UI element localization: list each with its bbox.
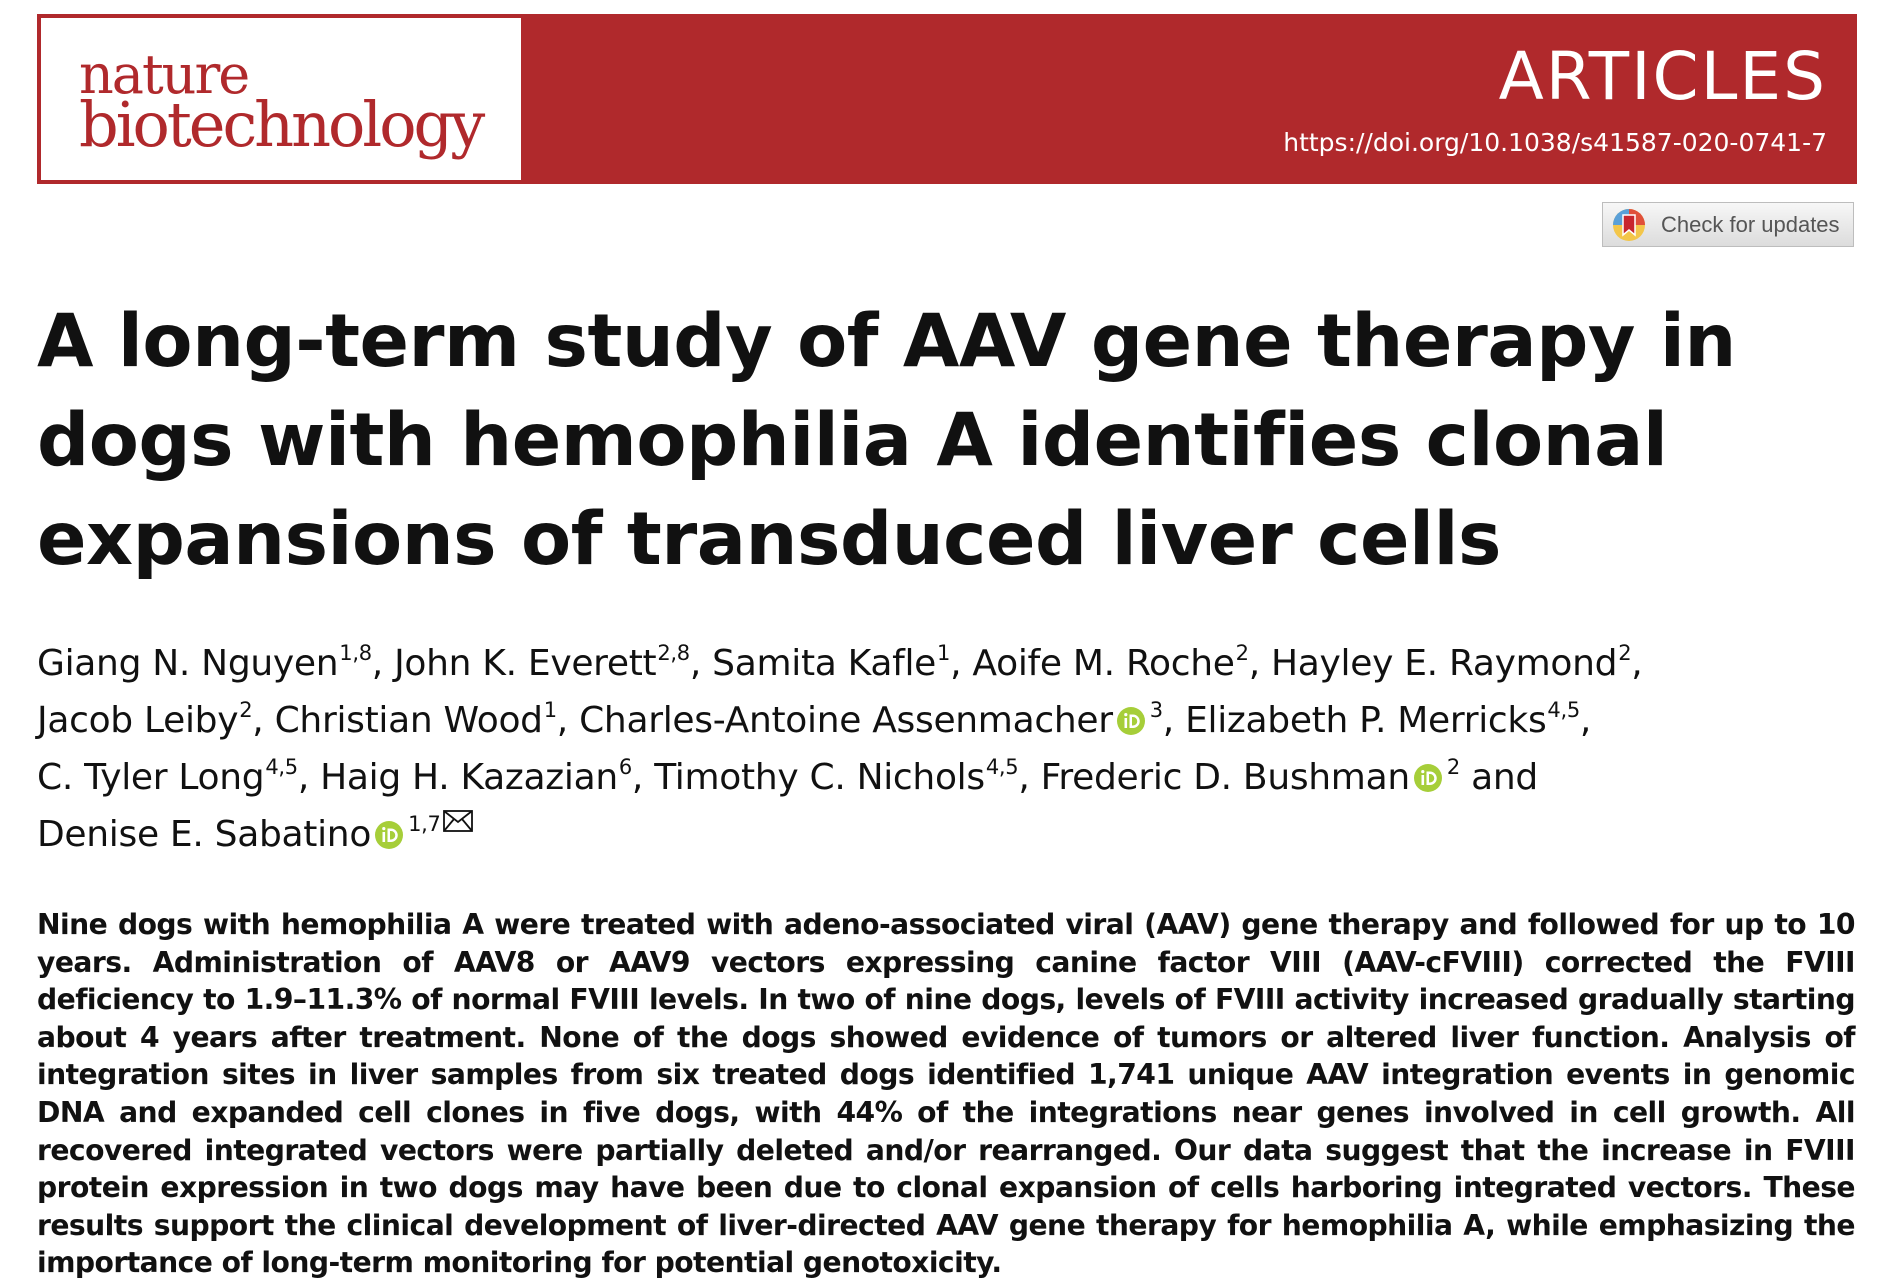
author-affiliation: 2 [239, 698, 253, 722]
journal-logo-biotechnology: biotechnology [79, 88, 483, 161]
journal-logo-nature: nature [79, 43, 249, 106]
section-label: ARTICLES [1498, 38, 1827, 115]
author-affiliation: 1,8 [339, 641, 372, 665]
author-name[interactable]: Elizabeth P. Merricks$^{4,5}$ [1185, 698, 1580, 741]
journal-logo[interactable] [39, 16, 523, 182]
author-name[interactable]: Aoife M. Roche$^2$ [972, 641, 1249, 684]
check-for-updates-icon [1611, 207, 1647, 243]
author-affiliation: 2 [1235, 641, 1249, 665]
article-title: A long-term study of AAV gene therapy in dogs with hemophilia A identifies clonal expansions of transduced liver cells [37, 299, 1736, 582]
check-for-updates-button[interactable] [1602, 202, 1854, 247]
envelope-icon[interactable] [443, 810, 473, 832]
author-affiliation: 3 [1149, 698, 1163, 722]
author-name[interactable]: Jacob Leiby$^2$ [37, 698, 253, 741]
author-affiliation: 6 [618, 755, 632, 779]
orcid-icon[interactable] [375, 821, 403, 849]
journal-header-banner [37, 14, 1857, 184]
author-affiliation: 1 [543, 698, 557, 722]
check-for-updates-label: Check for updates [1661, 211, 1840, 237]
author-name[interactable]: Hayley E. Raymond$^2$ [1270, 641, 1632, 684]
abstract: Nine dogs with hemophilia A were treated with adeno-associated viral (AAV) gene therapy and followed for up to 10 years. Administration of AAV8 or AAV9 vectors expressing canine factor VIII (AAV-cFVIII) corrected the FVIII deficiency to 1.9–11.3% of normal FVIII levels. In two of nine dogs, levels of FVIII activity increased gradually starting about 4 years after treatment. None of the dogs showed evidence of tumors or altered liver function. Analysis of integration sites in liver samples from six treated dogs identified 1,741 unique AAV integration events in genomic DNA and expanded cell clones in five dogs, with 44% of the integrations near genes involved in cell growth. All recovered integrated vectors were partially deleted and/or rearranged. Our data suggest that the increase in FVIII protein expression in two dogs may have been due to clonal expansion of cells harboring integrated vectors. These results support the clinical development of liver-directed AAV gene therapy for hemophilia A, while emphasizing the importance of long-term monitoring for potential genotoxicity. [37, 908, 1855, 1280]
author-name[interactable]: Charles-Antoine Assenmacher $^3$ [579, 698, 1163, 741]
orcid-icon[interactable] [1414, 764, 1442, 792]
author-affiliation: 2,8 [657, 641, 690, 665]
author-name[interactable]: John K. Everett$^{2,8}$ [394, 641, 690, 684]
author-conjunction: and [1471, 757, 1538, 798]
author-name[interactable]: Frederic D. Bushman $^2$ [1040, 755, 1460, 798]
author-name[interactable]: Samita Kafle$^1$ [712, 641, 951, 684]
doi-link[interactable]: https://doi.org/10.1038/s41587-020-0741-7 [1283, 128, 1827, 157]
author-name[interactable]: Giang N. Nguyen$^{1,8}$ [37, 641, 372, 684]
author-name[interactable]: Denise E. Sabatino $^{1,7}$ [37, 814, 473, 855]
author-name[interactable]: C. Tyler Long$^{4,5}$ [37, 755, 298, 798]
author-affiliation: 2 [1446, 755, 1460, 779]
author-affiliation: 1,7 [408, 812, 441, 836]
author-affiliation: 4,5 [265, 755, 298, 779]
author-affiliation: 4,5 [1547, 698, 1580, 722]
author-name[interactable]: Christian Wood$^1$ [274, 698, 557, 741]
author-name[interactable]: Haig H. Kazazian$^6$ [320, 755, 632, 798]
author-list: Giang N. Nguyen$^{1,8}$, John K. Everett$^{2,8}$, Samita Kafle$^1$, Aoife M. Roche$^2$, Hayley E. Raymond$^2$, Jacob Leiby$^2$, Christian Wood$^1$, Charles-Antoine Assenmacher $^3$, Elizabeth P. Merricks$^{4,5}$, C. Tyler Long$^{4,5}$, Haig H. Kazazian$^6$, Timothy C. Nichols$^{4,5}$, Frederic D. Bushman $^2$ and Denise E. Sabatino $^{1,7}$ [37, 641, 1643, 855]
author-affiliation: 1 [937, 641, 951, 665]
author-name[interactable]: Timothy C. Nichols$^{4,5}$ [654, 755, 1019, 798]
author-affiliation: 2 [1618, 641, 1632, 665]
orcid-icon[interactable] [1117, 707, 1145, 735]
author-affiliation: 4,5 [985, 755, 1019, 779]
